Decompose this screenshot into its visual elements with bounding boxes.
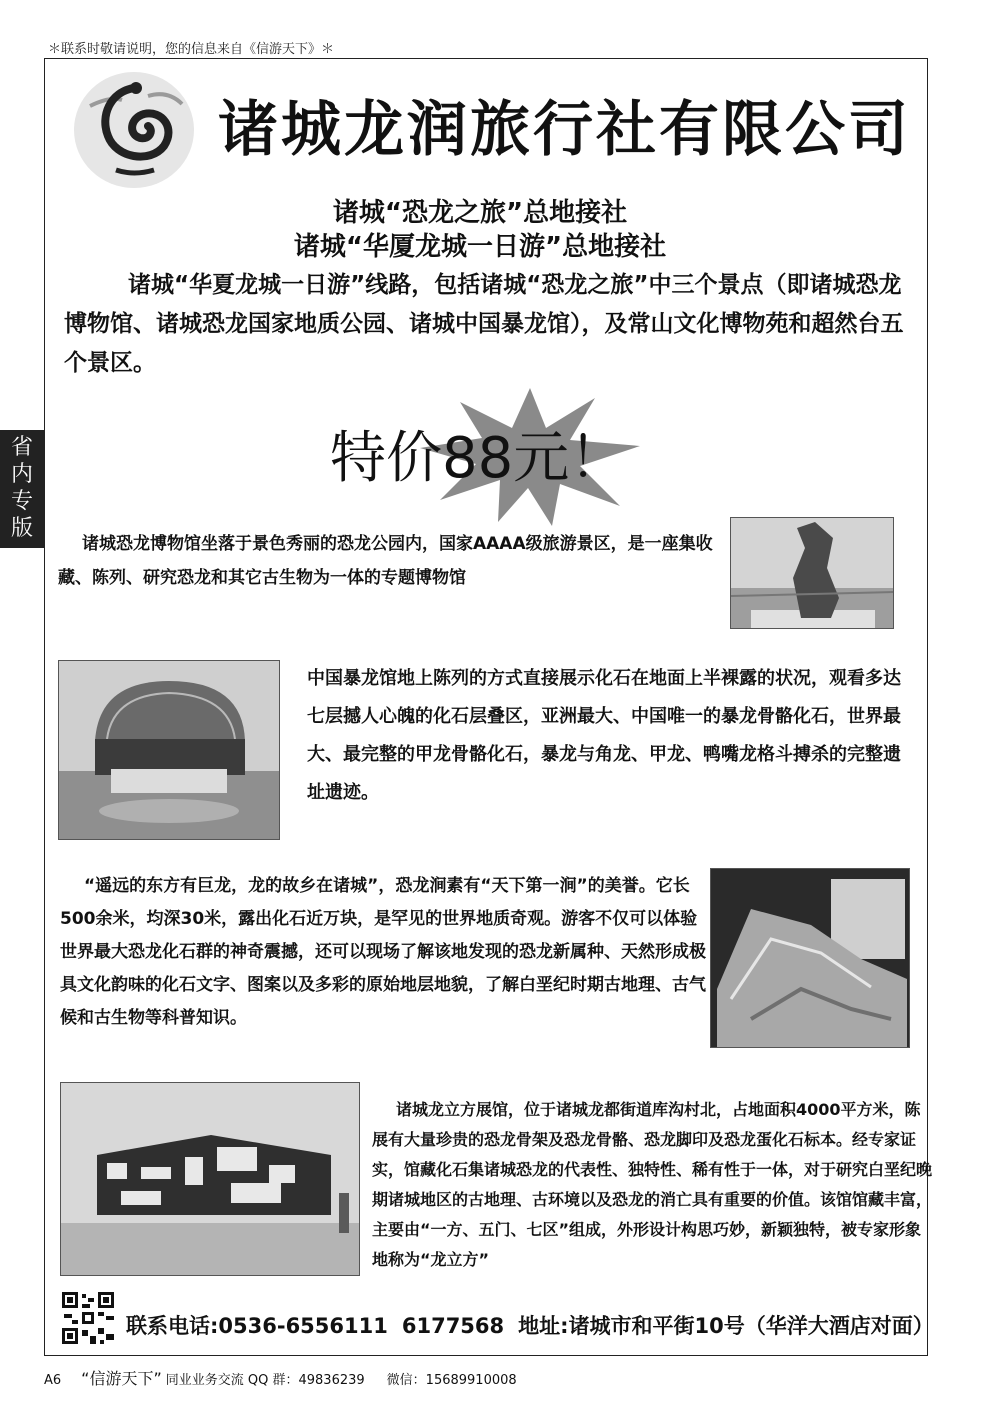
fossil-gully-photo (710, 868, 910, 1048)
company-name: 诸城龙润旅行社有限公司 (218, 95, 911, 165)
dragon-cube-hall-description: 诸城龙立方展馆，位于诸城龙都街道库沟村北，占地面积4000平方米，陈展有大量珍贵的恐龙骨架及恐龙骨骼、恐龙脚印及恐龙蛋化石标本。经专家证实，馆藏化石集诸城恐龙的代表性、独特性、稀有性于一体，对于研究白垩纪晚期诸城地区的古地理、古环境以及恐龙的消亡具有重要的价值。该馆馆藏丰富，主要由“一方、五门、七区”组成，外形设计构思巧妙，新颖独特，被专家形象地称为“龙立方” (372, 1100, 933, 1269)
side-tab-char: 省 (10, 435, 33, 460)
address-label: 地址: (518, 1314, 569, 1338)
footer-qq: 同业业务交流 QQ 群：49836239 (165, 1373, 365, 1388)
tyrannosaurus-hall-description: 中国暴龙馆地上陈列的方式直接展示化石在地面上半裸露的状况，观看多达七层撼人心魄的化石层叠区，亚洲最大、中国唯一的暴龙骨骼化石，世界最大、最完整的甲龙骨骼化石，暴龙与角龙、甲龙、鸭嘴龙格斗搏杀的完整遗址遗迹。 (307, 668, 901, 803)
contact-line (126, 1310, 934, 1340)
phone-number-1: 0536-6556111 (218, 1314, 388, 1338)
intro-paragraph: 诸城“华夏龙城一日游”线路，包括诸城“恐龙之旅”中三个景点（即诸城恐龙博物馆、诸城恐龙国家地质公园、诸城中国暴龙馆），及常山文化博物苑和超然台五个景区。 (64, 272, 904, 376)
museum-sculpture-photo (730, 517, 894, 629)
footer-wechat: 微信：15689910008 (386, 1373, 517, 1388)
phone-label: 联系电话: (126, 1314, 219, 1338)
side-tab-char: 内 (10, 462, 33, 487)
dragon-cube-hall-photo (60, 1082, 360, 1276)
museum-description: 诸城恐龙博物馆坐落于景色秀丽的恐龙公园内，国家AAAA级旅游景区，是一座集收藏、陈列、研究恐龙和其它古生物为一体的专题博物馆 (58, 534, 713, 588)
side-tab (0, 430, 44, 548)
side-tab-char: 版 (10, 516, 33, 541)
special-price: 特价88元！ (330, 426, 626, 491)
page-number: A6 (44, 1373, 62, 1388)
tyrannosaurus-hall-photo (58, 660, 280, 840)
page-footer (44, 1366, 517, 1389)
address: 诸城市和平街10号（华洋大酒店对面） (568, 1314, 934, 1338)
subtitle-dinosaur-tour: 诸城“恐龙之旅”总地接社 (332, 198, 628, 228)
phone-number-2: 6177568 (401, 1314, 505, 1338)
top-note: ＊联系时敬请说明，您的信息来自《信游天下》＊ (48, 42, 335, 57)
footer-brand: “信游天下” (81, 1369, 162, 1388)
dragon-logo-icon (70, 66, 198, 190)
qr-code-icon (60, 1290, 116, 1346)
dinosaur-gully-description: “遥远的东方有巨龙，龙的故乡在诸城”，恐龙涧素有“天下第一涧”的美誉。它长500余米，均深30米，露出化石近万块，是罕见的世界地质奇观。游客不仅可以体验世界最大恐龙化石群的神奇震撼，还可以现场了解该地发现的恐龙新属种、天然形成极具文化韵味的化石文字、图案以及多彩的原始地层地貌，了解白垩纪时期古地理、古气候和古生物等科普知识。 (60, 876, 706, 1028)
subtitle-dragon-city-tour: 诸城“华厦龙城一日游”总地接社 (293, 232, 667, 262)
side-tab-char: 专 (10, 489, 33, 514)
